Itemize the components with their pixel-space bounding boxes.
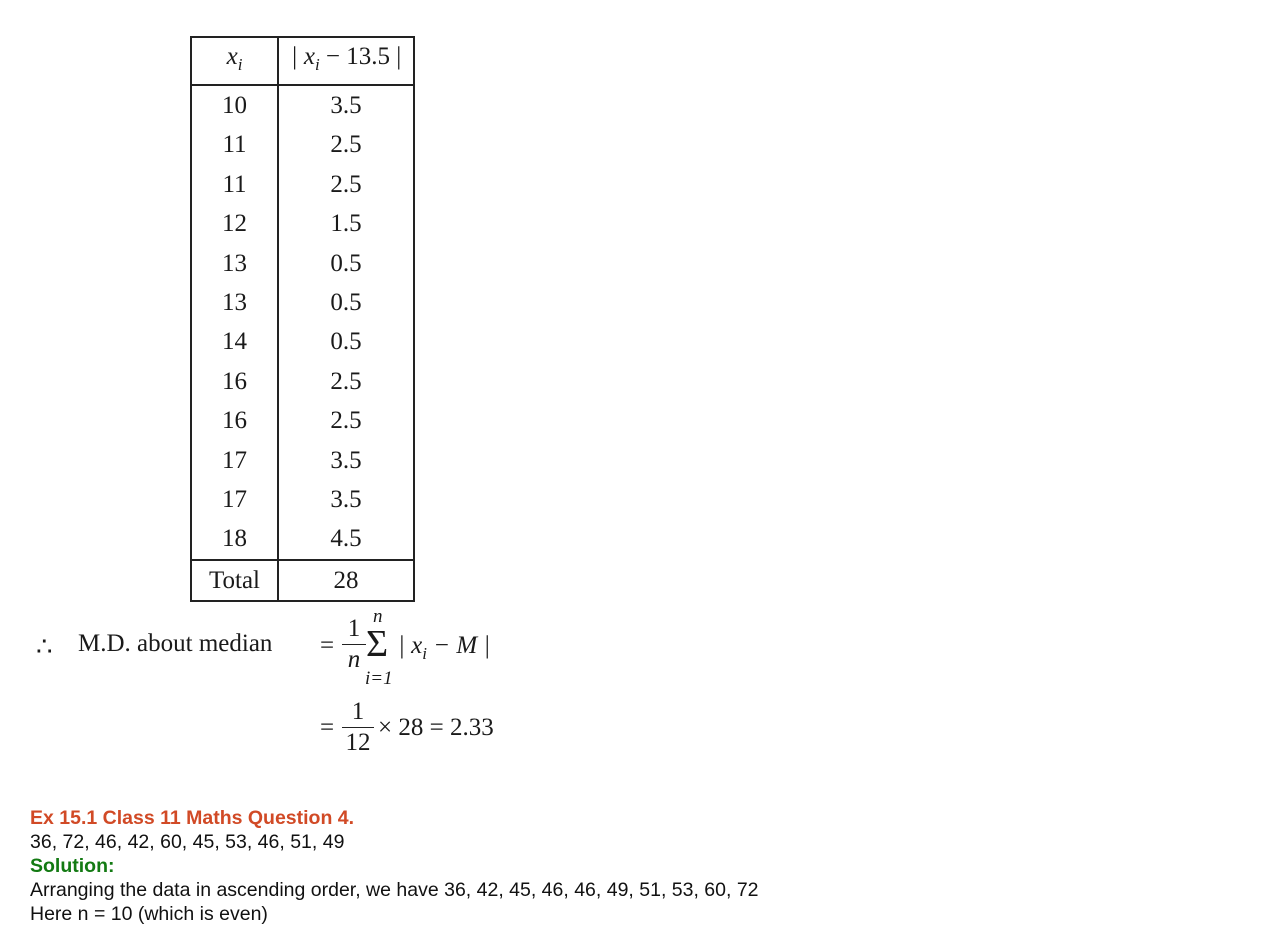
- sigma-symbol: Σ: [366, 623, 389, 665]
- sum-lower-limit: i=1: [365, 668, 393, 689]
- table-row: [191, 244, 414, 283]
- cell-deviation: 2.5: [278, 165, 414, 204]
- cell-xi: 16: [191, 362, 278, 401]
- equals-sign: =: [320, 632, 335, 659]
- table-row: [191, 283, 414, 322]
- abs-expression: | $x_i - M$ |: [398, 632, 491, 663]
- table-row: [191, 441, 414, 480]
- deviation-table: [190, 36, 415, 602]
- cell-xi: 17: [191, 441, 278, 480]
- cell-deviation: 4.5: [278, 519, 414, 559]
- table-header-row: [191, 37, 414, 85]
- solution-line-2: Here n = 10 (which is even): [30, 903, 268, 925]
- question-section: [30, 806, 759, 926]
- table-row: [191, 322, 414, 361]
- cell-xi: 14: [191, 322, 278, 361]
- header-deviation: | $x_i - 13.5$ |: [278, 37, 414, 85]
- table-row: [191, 204, 414, 243]
- cell-xi: 12: [191, 204, 278, 243]
- cell-xi: 10: [191, 85, 278, 125]
- cell-xi: 17: [191, 480, 278, 519]
- cell-xi: 11: [191, 165, 278, 204]
- cell-xi: 13: [191, 283, 278, 322]
- table-row: [191, 480, 414, 519]
- cell-deviation: 1.5: [278, 204, 414, 243]
- solution-heading: Solution:: [30, 855, 115, 877]
- table-row: [191, 519, 414, 559]
- equals-sign-2: =: [320, 714, 335, 741]
- table-body: [191, 85, 414, 560]
- cell-deviation: 3.5: [278, 480, 414, 519]
- cell-deviation: 3.5: [278, 441, 414, 480]
- table-total-row: [191, 560, 414, 601]
- cell-deviation: 2.5: [278, 401, 414, 440]
- cell-xi: 11: [191, 125, 278, 164]
- table-row: [191, 125, 414, 164]
- therefore-symbol: ∴: [36, 632, 53, 661]
- md-label: M.D. about median: [78, 630, 273, 657]
- question-heading: Ex 15.1 Class 11 Maths Question 4.: [30, 807, 355, 829]
- cell-deviation: 3.5: [278, 85, 414, 125]
- total-label: Total: [191, 560, 278, 601]
- solution-line-1: Arranging the data in ascending order, we have 36, 42, 45, 46, 46, 49, 51, 53, 60, 72: [30, 879, 759, 901]
- total-value: 28: [278, 560, 414, 601]
- cell-deviation: 0.5: [278, 322, 414, 361]
- table-row: [191, 401, 414, 440]
- cell-deviation: 0.5: [278, 244, 414, 283]
- table-row: [191, 362, 414, 401]
- sum-upper-limit: n: [373, 606, 383, 627]
- table-row: [191, 85, 414, 125]
- cell-deviation: 2.5: [278, 362, 414, 401]
- table-row: [191, 165, 414, 204]
- cell-xi: 13: [191, 244, 278, 283]
- cell-deviation: 0.5: [278, 283, 414, 322]
- cell-xi: 18: [191, 519, 278, 559]
- fraction-1-over-n: 1 n: [342, 614, 366, 675]
- result-expression: × 28 = 2.33: [378, 714, 494, 741]
- fraction-1-over-12: 1 12: [342, 697, 374, 758]
- question-data: 36, 72, 46, 42, 60, 45, 53, 46, 51, 49: [30, 831, 345, 853]
- cell-deviation: 2.5: [278, 125, 414, 164]
- cell-xi: 16: [191, 401, 278, 440]
- header-xi: $x_i$: [191, 37, 278, 85]
